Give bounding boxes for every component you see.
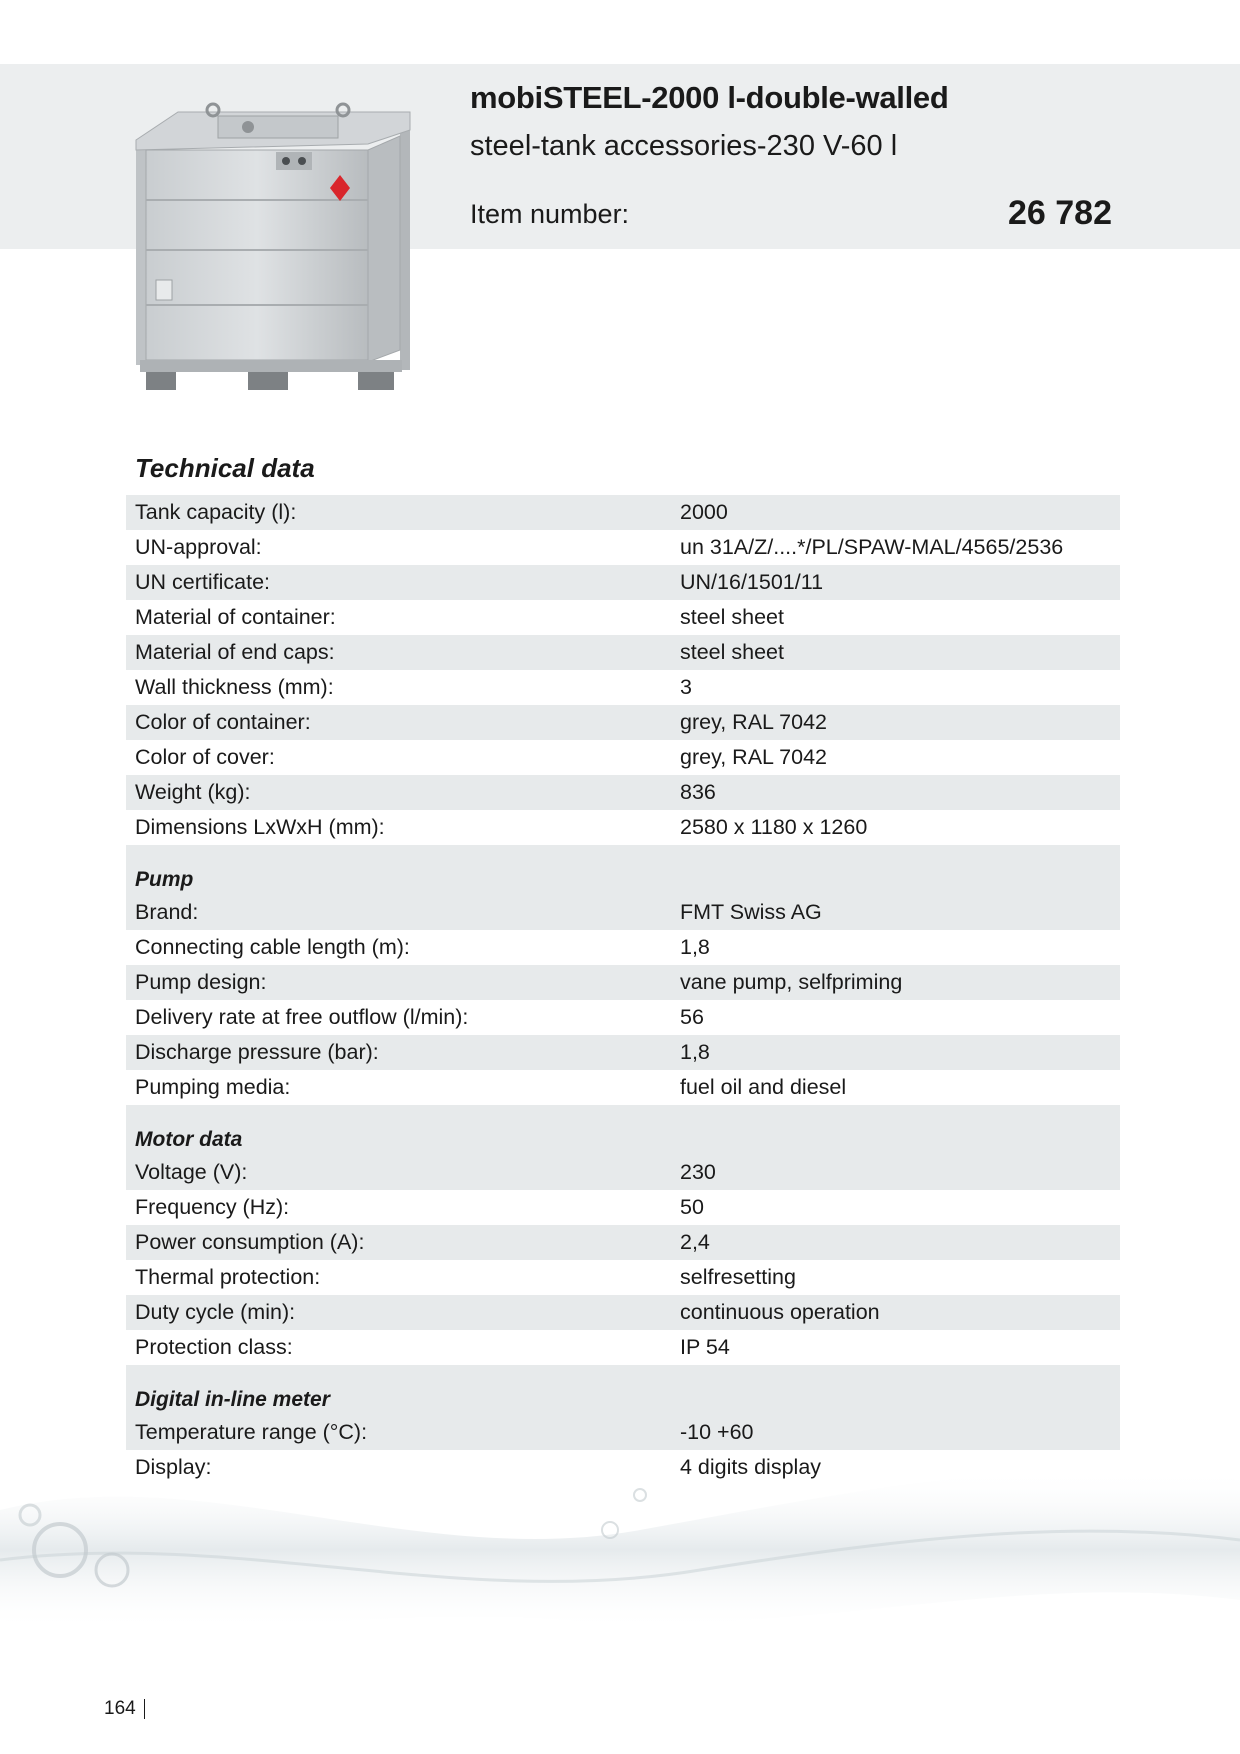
row-label: Weight (kg): (135, 780, 251, 804)
row-value: 50 (680, 1195, 704, 1219)
table-row (126, 670, 1120, 705)
product-title: mobiSTEEL-2000 l-double-walled (470, 80, 949, 115)
water-splash-decoration (0, 1420, 1240, 1754)
row-label: Material of end caps: (135, 640, 335, 664)
table-row (126, 705, 1120, 740)
row-label: Frequency (Hz): (135, 1195, 290, 1219)
row-label: Material of container: (135, 605, 336, 629)
table-row (126, 495, 1120, 530)
row-value: IP 54 (680, 1335, 730, 1359)
table-row (126, 1070, 1120, 1105)
row-value: UN/16/1501/11 (680, 570, 824, 594)
row-value: 1,8 (680, 935, 710, 959)
row-value: fuel oil and diesel (680, 1075, 847, 1099)
row-label: Connecting cable length (m): (135, 935, 410, 959)
table-row (126, 1190, 1120, 1225)
tank-image (128, 100, 418, 400)
table-row (126, 1260, 1120, 1295)
row-value: 56 (680, 1005, 704, 1029)
row-label: Pumping media: (135, 1075, 291, 1099)
table-row (126, 600, 1120, 635)
table-row (126, 1330, 1120, 1365)
product-subtitle: steel-tank accessories-230 V-60 l (470, 130, 898, 162)
row-label: Color of container: (135, 710, 311, 734)
table-row (126, 1225, 1120, 1260)
table-row (126, 1035, 1120, 1070)
item-number-label: Item number: (470, 199, 630, 229)
row-value: 2000 (680, 500, 728, 524)
table-row (126, 965, 1120, 1000)
table-row (126, 565, 1120, 600)
row-value: continuous operation (680, 1300, 880, 1324)
row-value: -10 +60 (680, 1420, 754, 1444)
row-label: Thermal protection: (135, 1265, 321, 1289)
row-label: Wall thickness (mm): (135, 675, 334, 699)
row-value: un 31A/Z/....*/PL/SPAW-MAL/4565/2536 (680, 535, 1064, 559)
technical-data-heading: Technical data (135, 453, 315, 483)
spec-table (126, 495, 1120, 1485)
row-value: steel sheet (680, 640, 784, 664)
row-label: Dimensions LxWxH (mm): (135, 815, 385, 839)
table-row (126, 1295, 1120, 1330)
table-row (126, 1155, 1120, 1190)
item-number-value: 26 782 (1008, 194, 1112, 232)
row-label: Power consumption (A): (135, 1230, 365, 1254)
row-value: 2580 x 1180 x 1260 (680, 815, 868, 839)
row-label: UN certificate: (135, 570, 271, 594)
row-value: vane pump, selfpriming (680, 970, 903, 994)
section-group-heading (126, 1365, 1120, 1415)
row-label: Color of cover: (135, 745, 275, 769)
row-value: selfresetting (680, 1265, 796, 1289)
row-value: 1,8 (680, 1040, 710, 1064)
row-value: 836 (680, 780, 716, 804)
row-label: Duty cycle (min): (135, 1300, 296, 1324)
group-title: Pump (135, 868, 194, 891)
section-group-heading (126, 845, 1120, 895)
row-value: 230 (680, 1160, 716, 1184)
table-row (126, 635, 1120, 670)
row-value: steel sheet (680, 605, 784, 629)
row-label: Discharge pressure (bar): (135, 1040, 379, 1064)
row-label: Protection class: (135, 1335, 293, 1359)
row-value: 3 (680, 675, 692, 699)
table-row (126, 895, 1120, 930)
table-row (126, 1000, 1120, 1035)
row-label: Delivery rate at free outflow (l/min): (135, 1005, 469, 1029)
section-group-heading (126, 1105, 1120, 1155)
table-row (126, 530, 1120, 565)
row-label: UN-approval: (135, 535, 262, 559)
table-row (126, 775, 1120, 810)
row-label: Voltage (V): (135, 1160, 248, 1184)
row-label: Tank capacity (l): (135, 500, 297, 524)
table-row (126, 810, 1120, 845)
row-label: Pump design: (135, 970, 267, 994)
page-number: 164 (104, 1699, 145, 1719)
row-label: Temperature range (°C): (135, 1420, 368, 1444)
row-value: FMT Swiss AG (680, 900, 822, 924)
group-title: Digital in-line meter (135, 1388, 330, 1411)
row-label: Display: (135, 1455, 212, 1479)
row-value: grey, RAL 7042 (680, 710, 828, 734)
row-value: 2,4 (680, 1230, 710, 1254)
table-row (126, 930, 1120, 965)
row-value: grey, RAL 7042 (680, 745, 828, 769)
table-row (126, 740, 1120, 775)
row-label: Brand: (135, 900, 199, 924)
row-value: 4 digits display (680, 1455, 822, 1479)
group-title: Motor data (135, 1128, 243, 1151)
